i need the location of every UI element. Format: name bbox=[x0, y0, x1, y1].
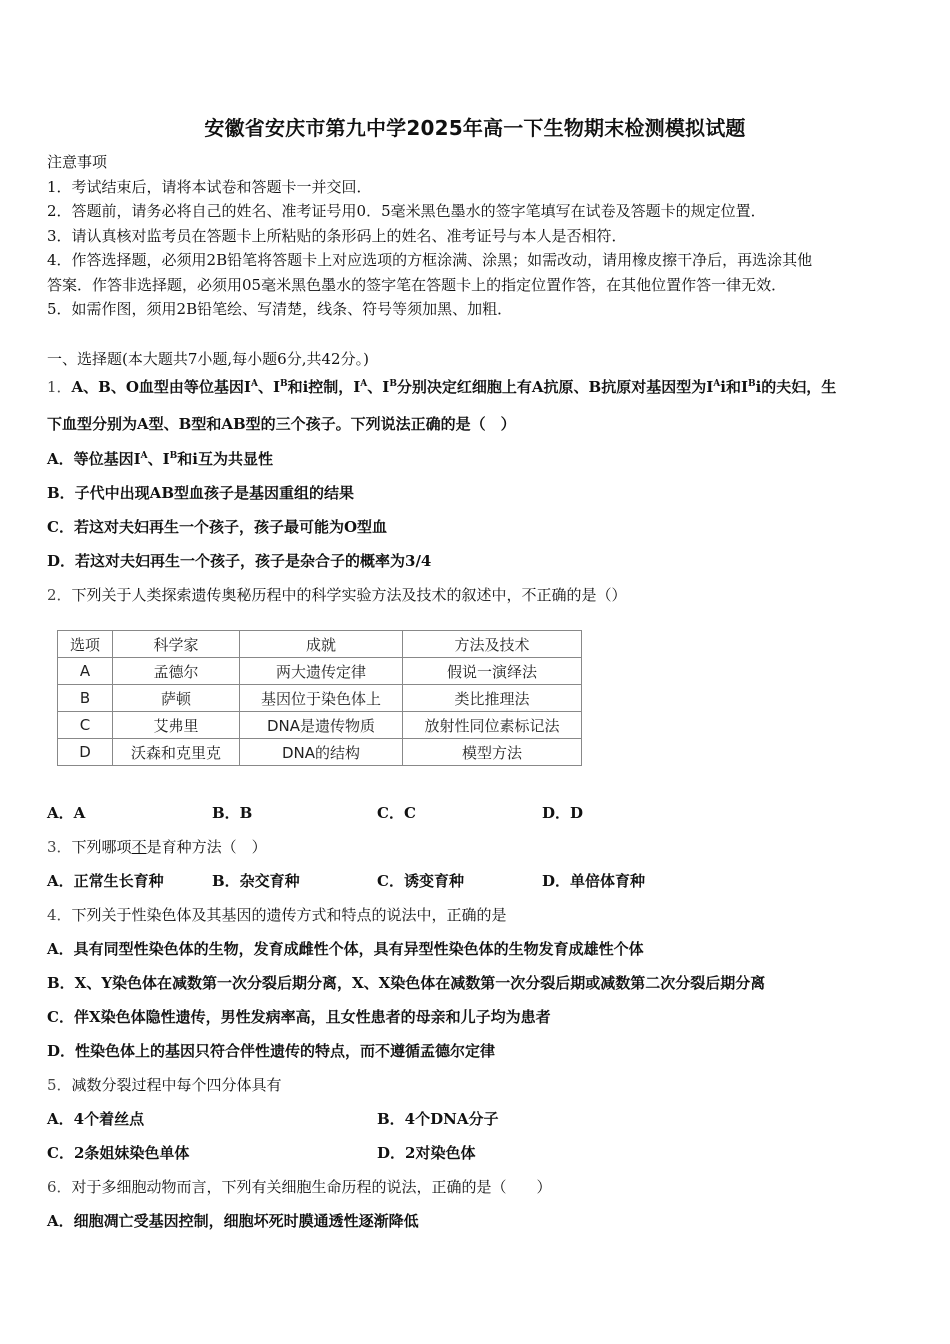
question-4-stem: 4．下列关于性染色体及其基因的遗传方式和特点的说法中，正确的是 bbox=[47, 906, 507, 924]
question-number: 3． bbox=[47, 838, 72, 856]
q1-option-b[interactable]: B．子代中出现AB型血孩子是基因重组的结果 bbox=[47, 484, 354, 502]
table-row bbox=[58, 685, 582, 712]
q4-option-c[interactable]: C．伴X染色体隐性遗传，男性发病率高，且女性患者的母亲和儿子均为患者 bbox=[47, 1008, 551, 1026]
q3-option-a[interactable]: A．正常生长育种 bbox=[47, 872, 164, 890]
q5-option-d[interactable]: D．2对染色体 bbox=[377, 1144, 476, 1162]
table-row bbox=[58, 739, 582, 766]
notice-block bbox=[47, 150, 907, 322]
question-2-stem: 2．下列关于人类探索遗传奥秘历程中的科学实验方法及技术的叙述中，不正确的是（） bbox=[47, 586, 627, 604]
table-cell: B bbox=[58, 685, 113, 712]
q4-option-b[interactable]: B．X、Y染色体在减数第一次分裂后期分离，X、X染色体在减数第一次分裂后期或减数第二次分裂后期分离 bbox=[47, 974, 766, 992]
q6-option-a[interactable]: A．细胞凋亡受基因控制，细胞坏死时膜通透性逐渐降低 bbox=[47, 1212, 419, 1230]
table-header-row bbox=[58, 631, 582, 658]
q1-option-a[interactable]: A．等位基因$I^A$、$I^B$和i互为共显性 bbox=[47, 450, 273, 468]
table-cell: 沃森和克里克 bbox=[113, 739, 240, 766]
question-number: 5． bbox=[47, 1076, 72, 1094]
q2-option-d[interactable]: D．D bbox=[542, 804, 584, 822]
scientist-table bbox=[57, 630, 582, 766]
table-header-cell: 科学家 bbox=[113, 631, 240, 658]
question-number: 6． bbox=[47, 1178, 72, 1196]
q2-option-a[interactable]: A．A bbox=[47, 804, 86, 822]
question-1-stem-line2: 下血型分别为A型、B型和AB型的三个孩子。下列说法正确的是（ ） bbox=[47, 415, 516, 433]
q2-option-b[interactable]: B．B bbox=[212, 804, 253, 822]
notice-heading: 注意事项 bbox=[47, 153, 108, 171]
notice-item: 答案．作答非选择题，必须用05毫米黑色墨水的签字笔在答题卡上的指定位置作答，在其他位置作答一律无效． bbox=[47, 275, 787, 294]
question-5-stem: 5．减数分裂过程中每个四分体具有 bbox=[47, 1076, 282, 1094]
table-cell: 两大遗传定律 bbox=[240, 658, 403, 685]
question-3-stem: 3．下列哪项不是育种方法（ ） bbox=[47, 838, 267, 856]
notice-item: 2．答题前，请务必将自己的姓名、准考证号用0．5毫米黑色墨水的签字笔填写在试卷及答题卡的规定位置． bbox=[47, 202, 766, 220]
question-6-stem: 6．对于多细胞动物而言，下列有关细胞生命历程的说法，正确的是（ ） bbox=[47, 1178, 552, 1196]
notice-item: 3．请认真核对监考员在答题卡上所粘贴的条形码上的姓名、准考证号与本人是否相符． bbox=[47, 226, 627, 245]
table-cell: 模型方法 bbox=[403, 739, 582, 766]
table-cell: 放射性同位素标记法 bbox=[403, 712, 582, 739]
table-header-cell: 选项 bbox=[58, 631, 113, 658]
page-title: 安徽省安庆市第九中学2025年高一下生物期末检测模拟试题 bbox=[204, 116, 746, 140]
table-cell: 假说一演绎法 bbox=[403, 658, 582, 685]
table-cell: 萨顿 bbox=[113, 685, 240, 712]
q4-option-d[interactable]: D．性染色体上的基因只符合伴性遗传的特点，而不遵循孟德尔定律 bbox=[47, 1042, 496, 1060]
question-number: 2． bbox=[47, 586, 72, 604]
notice-item: 4．作答选择题，必须用2B铅笔将答题卡上对应选项的方框涂满、涂黑；如需改动，请用橡皮擦干净后，再选涂其他 bbox=[47, 251, 813, 269]
q3-option-c[interactable]: C．诱变育种 bbox=[377, 872, 464, 890]
q5-option-c[interactable]: C．2条姐妹染色单体 bbox=[47, 1144, 190, 1162]
table-cell: 类比推理法 bbox=[403, 685, 582, 712]
table-header-cell: 方法及技术 bbox=[403, 631, 582, 658]
table-cell: 基因位于染色体上 bbox=[240, 685, 403, 712]
notice-item: 1．考试结束后，请将本试卷和答题卡一并交回． bbox=[47, 177, 372, 196]
table-cell: A bbox=[58, 658, 113, 685]
question-number: 4． bbox=[47, 906, 72, 924]
q3-option-d[interactable]: D．单倍体育种 bbox=[542, 872, 646, 890]
section-heading: 一、选择题(本大题共7小题,每小题6分,共42分。) bbox=[47, 350, 369, 368]
q5-option-b[interactable]: B．4个DNA分子 bbox=[377, 1110, 499, 1128]
q1-option-c[interactable]: C．若这对夫妇再生一个孩子，孩子最可能为O型血 bbox=[47, 518, 388, 536]
q3-option-b[interactable]: B．杂交育种 bbox=[212, 872, 300, 890]
q5-option-a[interactable]: A．4个着丝点 bbox=[47, 1110, 145, 1128]
q1-option-d[interactable]: D．若这对夫妇再生一个孩子，孩子是杂合子的概率为3/4 bbox=[47, 552, 432, 570]
table-row bbox=[58, 658, 582, 685]
table-cell: 艾弗里 bbox=[113, 712, 240, 739]
question-1-stem: 1．A、B、O血型由等位基因$I^A$、$I^B$和i控制，$I^A$、$I^B$分别决定红细胞上有A抗原、B抗原对基因型为$I^Ai$和$I^Bi$的夫妇，生 bbox=[47, 378, 837, 396]
q2-option-c[interactable]: C．C bbox=[377, 804, 416, 822]
question-number: 1． bbox=[47, 378, 72, 396]
table-row bbox=[58, 712, 582, 739]
q4-option-a[interactable]: A．具有同型性染色体的生物，发育成雌性个体，具有异型性染色体的生物发育成雄性个体 bbox=[47, 940, 644, 958]
table-cell: 孟德尔 bbox=[113, 658, 240, 685]
table-cell: D bbox=[58, 739, 113, 766]
table-cell: DNA是遗传物质 bbox=[240, 712, 403, 739]
notice-item: 5．如需作图，须用2B铅笔绘、写清楚，线条、符号等须加黑、加粗． bbox=[47, 300, 513, 318]
table-header-cell: 成就 bbox=[240, 631, 403, 658]
table-cell: DNA的结构 bbox=[240, 739, 403, 766]
table-cell: C bbox=[58, 712, 113, 739]
